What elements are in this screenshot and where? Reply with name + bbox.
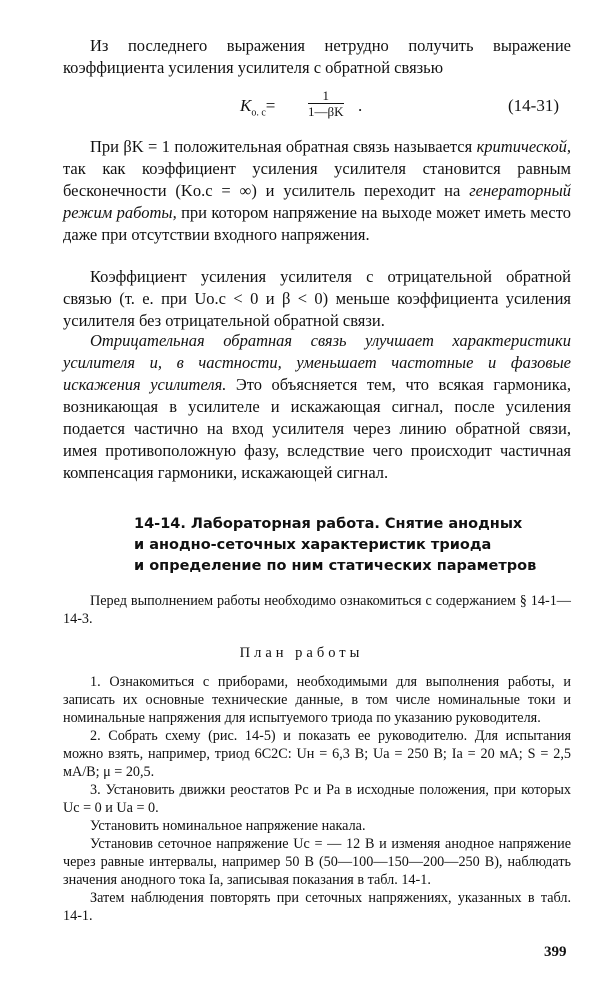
paragraph-3 [63,266,571,332]
plan-item: Затем наблюдения повторять при сеточных напряжениях, указанных в табл. 14-1. [63,890,571,924]
formula-trailing: . [358,96,363,115]
section-heading-line-1: 14-14. Лабораторная работа. Снятие анодных [134,516,523,532]
formula-fraction [308,88,344,119]
paragraph-4 [63,330,571,484]
page-number: 399 [544,944,567,960]
plan-item: 2. Собрать схему (рис. 14-5) и показать ее руководителю. Для испытания можно взять, например, триод 6С2С: Uн = 6,3 В; Uа = 250 В; Iа = 20 мА; S = 2,5 мА/В; μ = 20,5. [63,728,571,780]
paragraph-4-text [63,330,571,484]
paragraph-3-text: Коэффициент усиления усилителя с отрицательной обратной связью (т. е. при Uо.с < 0 и β < 0) меньше коэффициента усиления усилителя без отрицательной обратной связи. [63,267,571,330]
intro-text: Перед выполнением работы необходимо ознакомиться с содержанием § 14-1—14-3. [63,593,571,627]
formula-lhs [240,96,275,118]
paragraph-2-italic1: критической, [476,137,571,156]
intro-block [63,592,571,628]
plan-title: План работы [239,645,364,661]
formula-equals: = [265,96,276,115]
paragraph-2 [63,136,571,246]
formula-symbol: K [240,96,252,115]
formula-denominator: 1—βK [308,104,344,119]
paragraph-2-italic2: генераторный режим работы, [63,181,571,222]
section-heading-line-2: и анодно-сеточных характеристик триода [134,537,492,553]
formula-14-31 [0,88,603,124]
paragraph-1-text: Из последнего выражения нетрудно получить выражение коэффициента усиления усилителя с обратной связью [63,36,571,77]
section-heading-line-3: и определение по ним статических параметров [134,558,537,574]
paragraph-1 [63,35,571,79]
plan-item: Установить номинальное напряжение накала. [90,818,366,834]
formula-subscript: о. с [251,107,266,119]
equation-number: (14-31) [508,96,559,115]
paragraph-2-part3: при котором напряжение на выходе может иметь место даже при отсутствии входного напряжения. [63,203,571,244]
formula-numerator: 1 [308,88,344,104]
paragraph-2-part2: так как коэффициент усиления усилителя становится равным бесконечности (Kо.с = ∞) и усилитель переходит на [63,159,571,200]
plan-item: 1. Ознакомиться с приборами, необходимыми для выполнения работы, и записать их основные технические данные, в том числе номинальные токи и номинальные напряжения для испытуемого триода по указанию руководителя. [63,674,571,726]
paragraph-2-part1: При βK = 1 положительная обратная связь называется [90,137,477,156]
plan-item: 3. Установить движки реостатов Pс и Pа в исходные положения, при которых Uс = 0 и Uа = 0. [63,782,571,816]
section-heading [134,514,574,577]
paragraph-2-text [63,136,571,246]
plan-item: Установив сеточное напряжение Uс = — 12 В и изменяя анодное напряжение через равные интервалы, например 50 В (50—100—150—200—250 В), наблюдать значения анодного тока Iа, записывая показания в табл. 14-1. [63,836,571,888]
paragraph-4-italic: Отрицательная обратная связь улучшает характеристики усилителя и, в частности, уменьшает частотные и фазовые искажения усилителя. [63,331,571,394]
plan-list [63,673,571,925]
paragraph-4-rest: Это объясняется тем, что всякая гармоника, возникающая в усилителе и искажающая сигнал, после усиления подается частично на вход усилителя через линию обратной связи, имея противоположную фазу, вследствие чего происходит частичная компенсация гармоники, искажающей сигнал. [63,375,571,482]
